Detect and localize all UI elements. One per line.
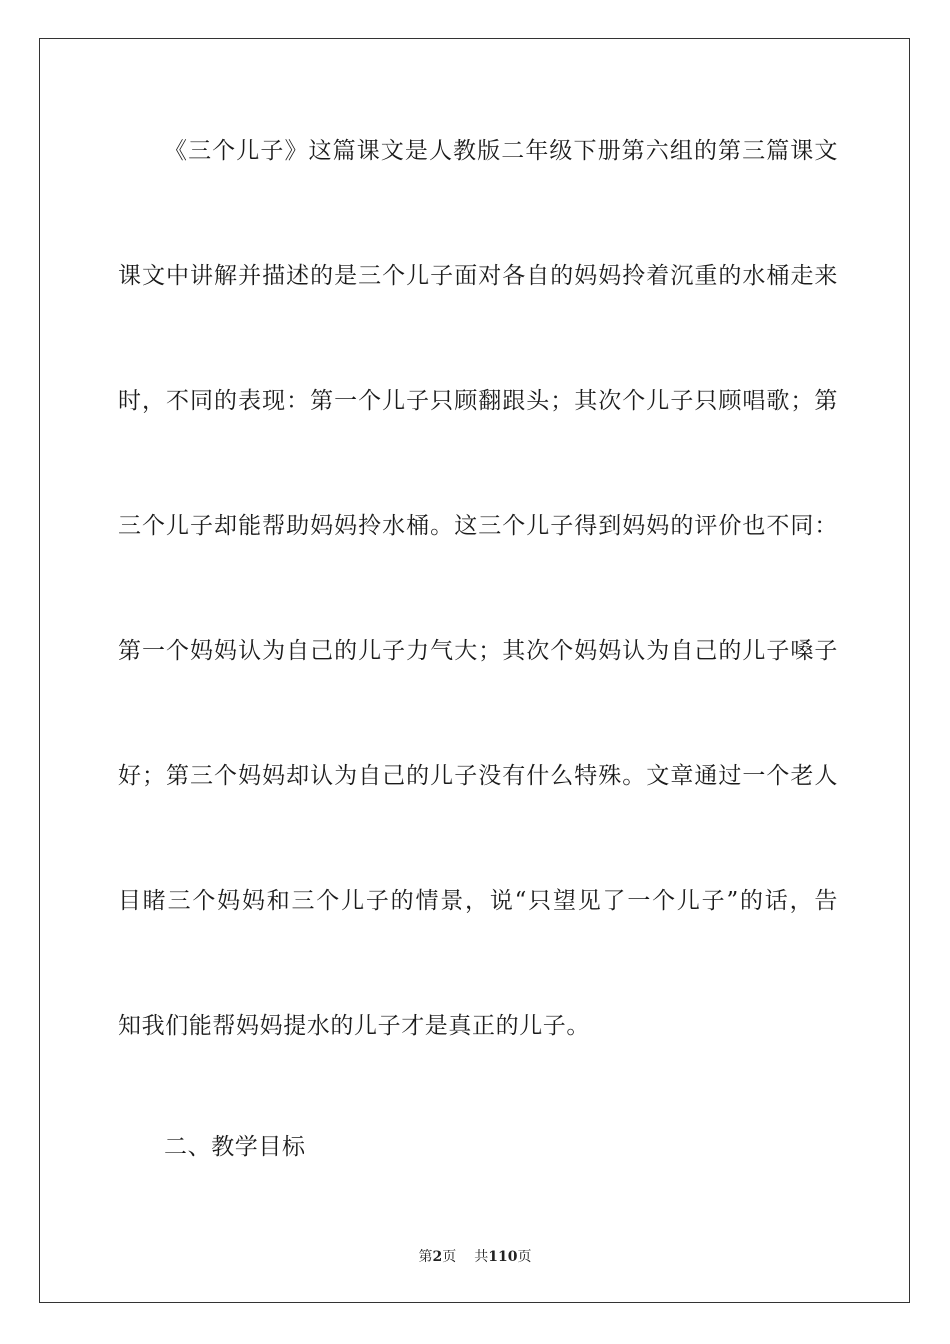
paragraph-line-7: 目睹三个妈妈和三个儿子的情景，说“只望见了一个儿子”的话，告 <box>118 888 838 914</box>
total-pages: 110 <box>488 1249 518 1265</box>
paragraph-line-8: 知我们能帮妈妈提水的儿子才是真正的儿子。 <box>118 1013 590 1039</box>
page-border <box>39 38 910 1303</box>
total-prefix: 共 <box>474 1249 489 1265</box>
page-prefix: 第 <box>418 1249 433 1265</box>
section-heading: 二、教学目标 <box>164 1134 306 1160</box>
paragraph-line-4: 三个儿子却能帮助妈妈拎水桶。这三个儿子得到妈妈的评价也不同： <box>118 513 838 539</box>
paragraph-line-5: 第一个妈妈认为自己的儿子力气大；其次个妈妈认为自己的儿子嗓子 <box>118 638 838 664</box>
total-suffix: 页 <box>517 1249 532 1265</box>
paragraph-line-3: 时，不同的表现：第一个儿子只顾翻跟头；其次个儿子只顾唱歌；第 <box>118 388 838 414</box>
paragraph-line-6: 好；第三个妈妈却认为自己的儿子没有什么特殊。文章通过一个老人 <box>118 763 838 789</box>
page-footer <box>0 1248 950 1266</box>
page-number: 2 <box>432 1249 443 1265</box>
paragraph-line-1: 《三个儿子》这篇课文是人教版二年级下册第六组的第三篇课文 <box>164 138 838 164</box>
page-suffix: 页 <box>442 1249 457 1265</box>
paragraph-line-2: 课文中讲解并描述的是三个儿子面对各自的妈妈拎着沉重的水桶走来 <box>118 263 838 289</box>
